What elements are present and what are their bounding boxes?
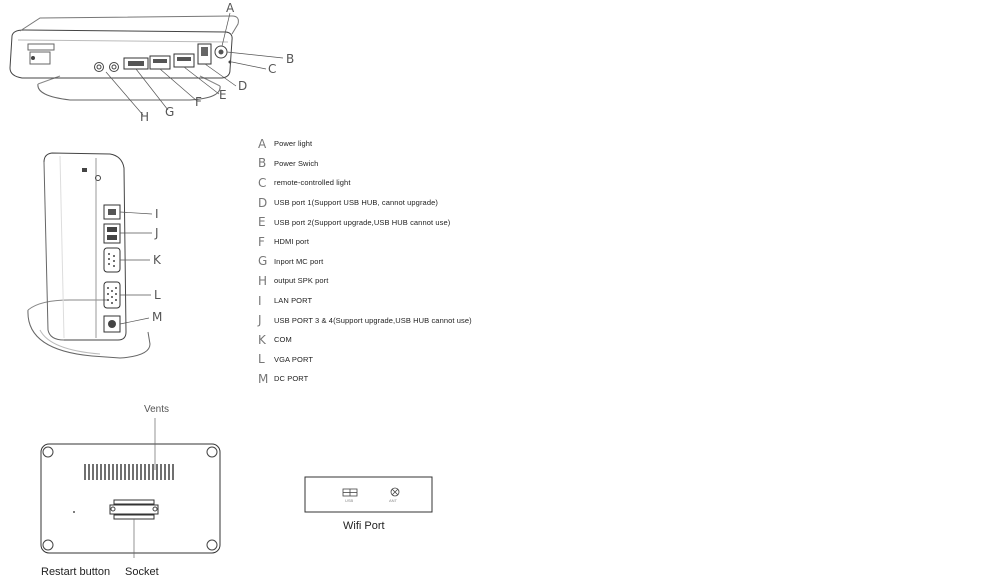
wifi-antenna-icon xyxy=(391,488,399,496)
legend-letter: K xyxy=(258,332,266,347)
bottom-view-device xyxy=(41,418,220,558)
legend-letter: A xyxy=(258,136,267,151)
back-view-device xyxy=(10,13,283,115)
legend-item-d xyxy=(258,193,588,213)
legend-text: remote-controlled light xyxy=(274,178,351,188)
legend-item-c xyxy=(258,173,588,193)
legend-letter: I xyxy=(258,293,262,308)
legend-letter: B xyxy=(258,156,267,171)
legend-item-h xyxy=(258,271,588,291)
side-view-device xyxy=(28,153,152,358)
wifi-usb-icon xyxy=(343,489,357,496)
callout-c: C xyxy=(268,62,277,76)
legend-letter: H xyxy=(258,273,268,288)
legend-item-a xyxy=(258,134,588,154)
legend-text: HDMI port xyxy=(274,237,310,247)
legend-letter: D xyxy=(258,195,268,210)
legend-item-g xyxy=(258,252,588,272)
callout-m: M xyxy=(152,310,163,324)
restart-button-label: Restart button xyxy=(41,566,111,578)
port-legend xyxy=(258,134,588,389)
callout-e: E xyxy=(219,88,227,102)
legend-text: USB port 2(Support upgrade,USB HUB cannot use) xyxy=(274,217,451,227)
legend-letter: L xyxy=(258,352,265,367)
legend-item-b xyxy=(258,154,588,174)
com-port-icon xyxy=(104,248,120,272)
vents-label: Vents xyxy=(144,404,170,415)
legend-letter: G xyxy=(258,254,268,269)
callout-f: F xyxy=(195,95,202,109)
legend-text: DC PORT xyxy=(274,374,309,384)
callout-d: D xyxy=(238,79,248,93)
legend-letter: E xyxy=(258,215,266,230)
legend-item-f xyxy=(258,232,588,252)
callout-j: J xyxy=(155,226,159,240)
restart-button-icon xyxy=(73,511,75,513)
callout-h: H xyxy=(140,110,150,124)
spk-port-icon xyxy=(95,63,104,72)
legend-text: LAN PORT xyxy=(274,296,313,306)
wifi-ant-label: ANT xyxy=(389,498,397,503)
callout-k: K xyxy=(153,253,161,267)
socket-icon xyxy=(110,500,158,519)
callout-b: B xyxy=(286,52,295,66)
wifi-port-label: Wifi Port xyxy=(343,520,385,532)
legend-letter: C xyxy=(258,175,267,190)
legend-item-j xyxy=(258,310,588,330)
vga-port-icon xyxy=(104,282,120,308)
legend-text: COM xyxy=(274,335,292,345)
legend-item-k xyxy=(258,330,588,350)
legend-text: output SPK port xyxy=(274,276,329,286)
callout-g: G xyxy=(165,105,175,119)
wifi-usb-label: USB xyxy=(345,498,354,503)
mic-port-icon xyxy=(110,63,119,72)
legend-text: Power Swich xyxy=(274,158,319,168)
legend-item-e xyxy=(258,212,588,232)
legend-item-i xyxy=(258,291,588,311)
legend-letter: F xyxy=(258,234,265,249)
callout-a: A xyxy=(226,1,235,15)
legend-item-l xyxy=(258,350,588,370)
socket-label: Socket xyxy=(125,566,159,578)
legend-text: USB PORT 3 & 4(Support upgrade,USB HUB cannot use) xyxy=(274,315,472,325)
legend-text: Power light xyxy=(274,139,313,149)
legend-letter: M xyxy=(258,371,269,386)
wifi-panel xyxy=(305,477,432,512)
vents-icon xyxy=(85,464,173,480)
callout-i: I xyxy=(155,207,159,221)
legend-text: VGA PORT xyxy=(274,354,314,364)
callout-l: L xyxy=(154,288,161,302)
usb-port-3-4-icon xyxy=(104,224,120,243)
legend-text: USB port 1(Support USB HUB, cannot upgrade) xyxy=(274,198,438,208)
legend-text: Inport MC port xyxy=(274,256,324,266)
legend-letter: J xyxy=(258,313,262,328)
legend-item-m xyxy=(258,369,588,389)
